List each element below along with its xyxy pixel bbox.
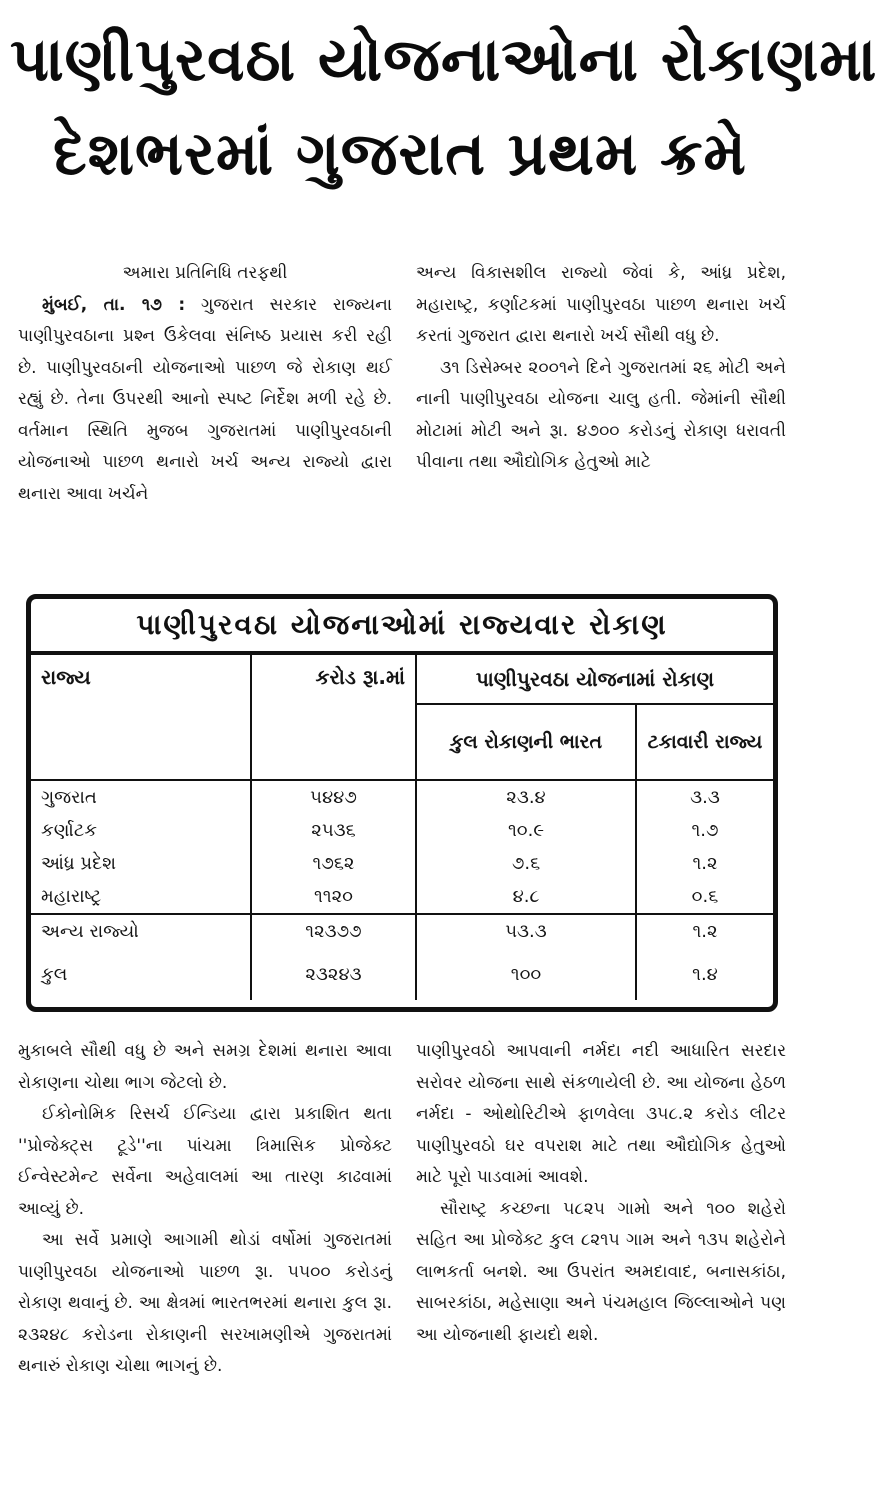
article-column-top-left [18,258,392,510]
cell-state: ગુજરાત [41,787,97,808]
headline-line-1: પાણીપુરવઠા યોજનાઓના રોકાણમા [10,25,877,95]
cell-india-share: ૭.૬ [416,847,636,880]
cell-state-percent: ૩.૩ [636,780,773,814]
table-header-row [31,655,773,704]
header-state-percent: ટકાવારી રાજ્ય [636,704,773,780]
byline: અમારા પ્રતિનિધિ તરફથી [122,263,288,283]
cell-crore: ૧૭૬૨ [251,847,416,880]
dateline: મુંબઈ, તા. ૧૭ : [42,294,186,315]
article-paragraph-8: સૌરાષ્ટ્ર કચ્છના ૫૮૨૫ ગામો અને ૧૦૦ શહેરો સહિત આ પ્રોજેક્ટ કુલ ૮૨૧૫ ગામ અને ૧૩૫ શહેરોને લાભકર્તા બનશે. આ ઉપરાંત અમદાવાદ, બનાસકાંઠા, સાબરકાંઠા, મહેસાણા અને પંચમહાલ જિલ્લાઓને પણ આ યોજનાથી ફાયદો થશે. [416,1198,786,1345]
cell-crore: ૧૧૨૦ [251,880,416,914]
cell-crore: ૨૩૨૪૩ [251,948,416,1000]
table-grid [31,655,773,1000]
table-row [31,814,773,847]
header-investment-group: પાણીપુરવઠા યોજનામાં રોકાણ [416,655,773,704]
cell-india-share: ૪.૮ [416,880,636,914]
table-row [31,780,773,814]
article-column-bottom-right [416,1036,786,1351]
cell-india-share: ૧૦૦ [416,948,636,1000]
article-paragraph-5: ઈકોનોમિક રિસર્ચ ઈન્ડિયા દ્વારા પ્રકાશિત થતા ''પ્રોજેક્ટ્સ ટૂડે''ના પાંચમા ત્રિમાસિક પ્રોજેક્ટ ઈન્વેસ્ટમેન્ટ સર્વેના અહેવાલમાં આ તારણ કાઢવામાં આવ્યું છે. [18,1104,392,1219]
table-row [31,914,773,948]
investment-table [26,594,778,1012]
cell-state-percent: ૧.૭ [636,814,773,847]
cell-state: કર્ણાટક [41,820,97,841]
cell-crore: ૨૫૩૬ [251,814,416,847]
article-paragraph-1 [18,290,392,511]
cell-state: કુલ [41,963,68,985]
cell-state-percent: ૧.૨ [636,847,773,880]
cell-india-share: ૨૩.૪ [416,780,636,814]
header-india-share: કુલ રોકાણની ભારત [416,704,636,780]
article-column-bottom-left [18,1036,392,1383]
table-row [31,847,773,880]
header-state: રાજ્ય [31,655,251,780]
cell-state-percent: ૧.૨ [636,914,773,948]
article-paragraph-3: ૩૧ ડિસેમ્બર ૨૦૦૧ને દિને ગુજરાતમાં ૨૬ મોટી અને નાની પાણીપુરવઠા યોજના ચાલુ હતી. જેમાંની સૌથી મોટામાં મોટી અને રૂા. ૪૭૦૦ કરોડનું રોકાણ ધરાવતી પીવાના તથા ઔદ્યોગિક હેતુઓ માટે [416,357,786,472]
article-paragraph-7: પાણીપુરવઠો આપવાની નર્મદા નદી આધારિત સરદાર સરોવર યોજના સાથે સંકળાયેલી છે. આ યોજના હેઠળ નર્મદા - ઓથોરિટીએ ફાળવેલા ૩૫૮.૨ કરોડ લીટર પાણીપુરવઠો ઘર વપરાશ માટે તથા ઔદ્યોગિક હેતુઓ માટે પૂરો પાડવામાં આવશે. [416,1041,786,1187]
table-title: પાણીપુરવઠા યોજનાઓમાં રાજ્યવાર રોકાણ [31,599,773,655]
article-column-top-right [416,258,786,479]
article-paragraph-2: અન્ય વિકાસશીલ રાજ્યો જેવાં કે, આંધ્ર પ્રદેશ, મહારાષ્ટ્ર, કર્ણાટકમાં પાણીપુરવઠા પાછળ થનારા ખર્ચ કરતાં ગુજરાત દ્વારા થનારો ખર્ચ સૌથી વધુ છે. [416,263,786,346]
cell-state: અન્ય રાજ્યો [31,914,251,948]
article-paragraph-4: મુકાબલે સૌથી વધુ છે અને સમગ્ર દેશમાં થનારા આવા રોકાણના ચોથા ભાગ જેટલો છે. [18,1041,392,1093]
headline-line-2: દેશભરમાં ગુજરાત પ્રથમ ક્રમે [53,119,747,189]
cell-crore: ૧૨૩૭૭ [251,914,416,948]
cell-state: મહારાષ્ટ્ર [41,886,102,907]
table-row [31,880,773,914]
cell-india-share: ૧૦.૯ [416,814,636,847]
header-crore: કરોડ રૂા.માં [251,655,416,780]
article-paragraph-6: આ સર્વે પ્રમાણે આગામી થોડાં વર્ષોમાં ગુજરાતમાં પાણીપુરવઠા યોજનાઓ પાછળ રૂા. ૫૫૦૦ કરોડનું રોકાણ થવાનું છે. આ ક્ષેત્રમાં ભારતભરમાં થનારા કુલ રૂા. ૨૩૨૪૮ કરોડના રોકાણની સરખામણીએ ગુજરાતમાં થનારું રોકાણ ચોથા ભાગનું છે. [18,1230,392,1376]
cell-crore: ૫૪૪૭ [251,780,416,814]
article-text: ગુજરાત સરકાર રાજ્યના પાણીપુરવઠાના પ્રશ્ન ઉકેલવા સંનિષ્ઠ પ્રયાસ કરી રહી છે. પાણીપુરવઠાની યોજનાઓ પાછળ જે રોકાણ થઈ રહ્યું છે. તેના ઉપરથી આનો સ્પષ્ટ નિર્દેશ મળી રહે છે. વર્તમાન સ્થિતિ મુજબ ગુજરાતમાં પાણીપુરવઠાની યોજનાઓ પાછળ થનારો ખર્ચ અન્ય રાજ્યો દ્વારા થનારા આવા ખર્ચને [18,294,393,504]
cell-state-percent: ૦.૬ [636,880,773,914]
table-row-total [31,948,773,1000]
cell-state-percent: ૧.૪ [636,948,773,1000]
cell-state: આંધ્ર પ્રદેશ [41,853,117,874]
cell-india-share: ૫૩.૩ [416,914,636,948]
